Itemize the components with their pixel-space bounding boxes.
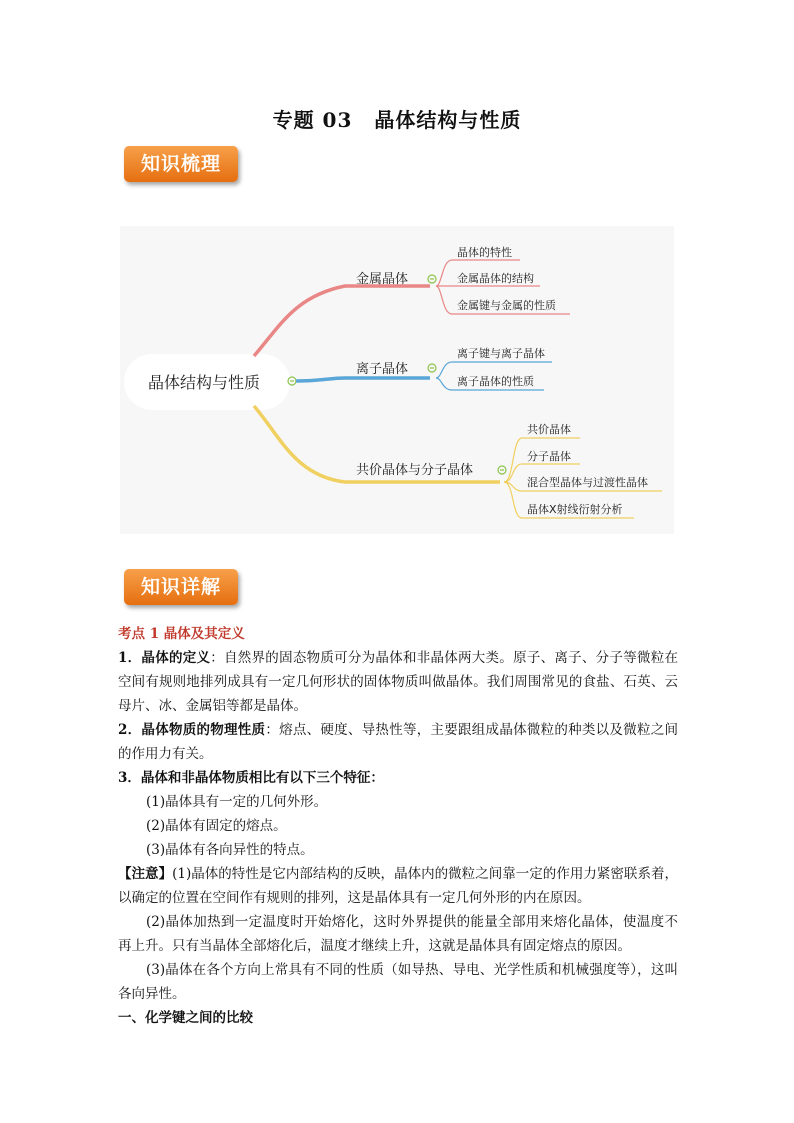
branch-ionic-line <box>296 378 430 381</box>
ionic-child-1: 离子键与离子晶体 <box>457 347 545 360</box>
item-3-label: 3．晶体和非晶体物质相比有以下三个特征： <box>118 770 384 786</box>
branch-metal-label: 金属晶体 <box>356 272 409 287</box>
metal-child-2: 金属晶体的结构 <box>457 272 534 285</box>
title-text: 晶体结构与性质 <box>374 108 522 132</box>
feature-1: (1)晶体具有一定的几何外形。 <box>146 794 328 810</box>
point-heading: 考点 1 晶体及其定义 <box>118 626 245 642</box>
branch-ionic-label: 离子晶体 <box>356 362 409 377</box>
note-1-text: (1)晶体的特性是它内部结构的反映，晶体内的微粒之间靠一定的作用力紧密联系着，以确定的位置在空间作有规则的排列，这是晶体具有一定几何外形的内在原因。 <box>118 866 679 906</box>
mind-map-diagram <box>120 226 674 534</box>
mind-map <box>120 226 674 534</box>
knowledge-summary-badge: 知识梳理 <box>124 146 238 182</box>
metal-child-1: 晶体的特性 <box>457 246 512 259</box>
title-prefix: 专题 03 <box>272 108 353 132</box>
note-2: (2)晶体加热到一定温度时开始熔化，这时外界提供的能量全部用来熔化晶体，使温度不再上升。只有当晶体全部熔化后，温度才继续上升，这就是晶体具有固定熔点的原因。 <box>118 914 678 954</box>
covalent-child-1: 共价晶体 <box>527 423 571 436</box>
section-heading: 一、化学键之间的比较 <box>118 1010 253 1026</box>
feature-3: (3)晶体有各向异性的特点。 <box>146 842 314 858</box>
item-2 <box>118 718 678 766</box>
note-1 <box>118 862 678 910</box>
item-1-text: ：自然界的固态物质可分为晶体和非晶体两大类。原子、离子、分子等微粒在空间有规则地排列成具有一定几何形状的固体物质叫做晶体。我们周围常见的食盐、石英、云母片、冰、金属铝等都是晶体。 <box>118 650 678 714</box>
metal-child-3: 金属键与金属的性质 <box>457 299 556 312</box>
item-1-label: 1．晶体的定义 <box>118 650 211 666</box>
item-2-label: 2．晶体物质的物理性质 <box>118 722 266 738</box>
page-title <box>0 104 794 133</box>
mind-map-root-label: 晶体结构与性质 <box>148 373 261 392</box>
covalent-child-4: 晶体X射线衍射分析 <box>527 503 623 516</box>
note-label: 【注意】 <box>118 866 173 882</box>
branch-metal-line <box>254 286 430 356</box>
branch-covalent-label: 共价晶体与分子晶体 <box>356 463 474 478</box>
covalent-child-2: 分子晶体 <box>527 450 571 463</box>
knowledge-detail-badge: 知识详解 <box>124 569 238 605</box>
item-2-text: ：熔点、硬度、导热性等，主要跟组成晶体微粒的种类以及微粒之间的作用力有关。 <box>118 722 678 762</box>
item-1 <box>118 646 678 718</box>
feature-2: (2)晶体有固定的熔点。 <box>146 818 287 834</box>
content-body <box>118 622 678 1030</box>
note-3: (3)晶体在各个方向上常具有不同的性质（如导热、导电、光学性质和机械强度等），这叫各向异性。 <box>118 962 678 1002</box>
covalent-child-3: 混合型晶体与过渡性晶体 <box>527 476 648 489</box>
ionic-child-2: 离子晶体的性质 <box>457 375 534 388</box>
